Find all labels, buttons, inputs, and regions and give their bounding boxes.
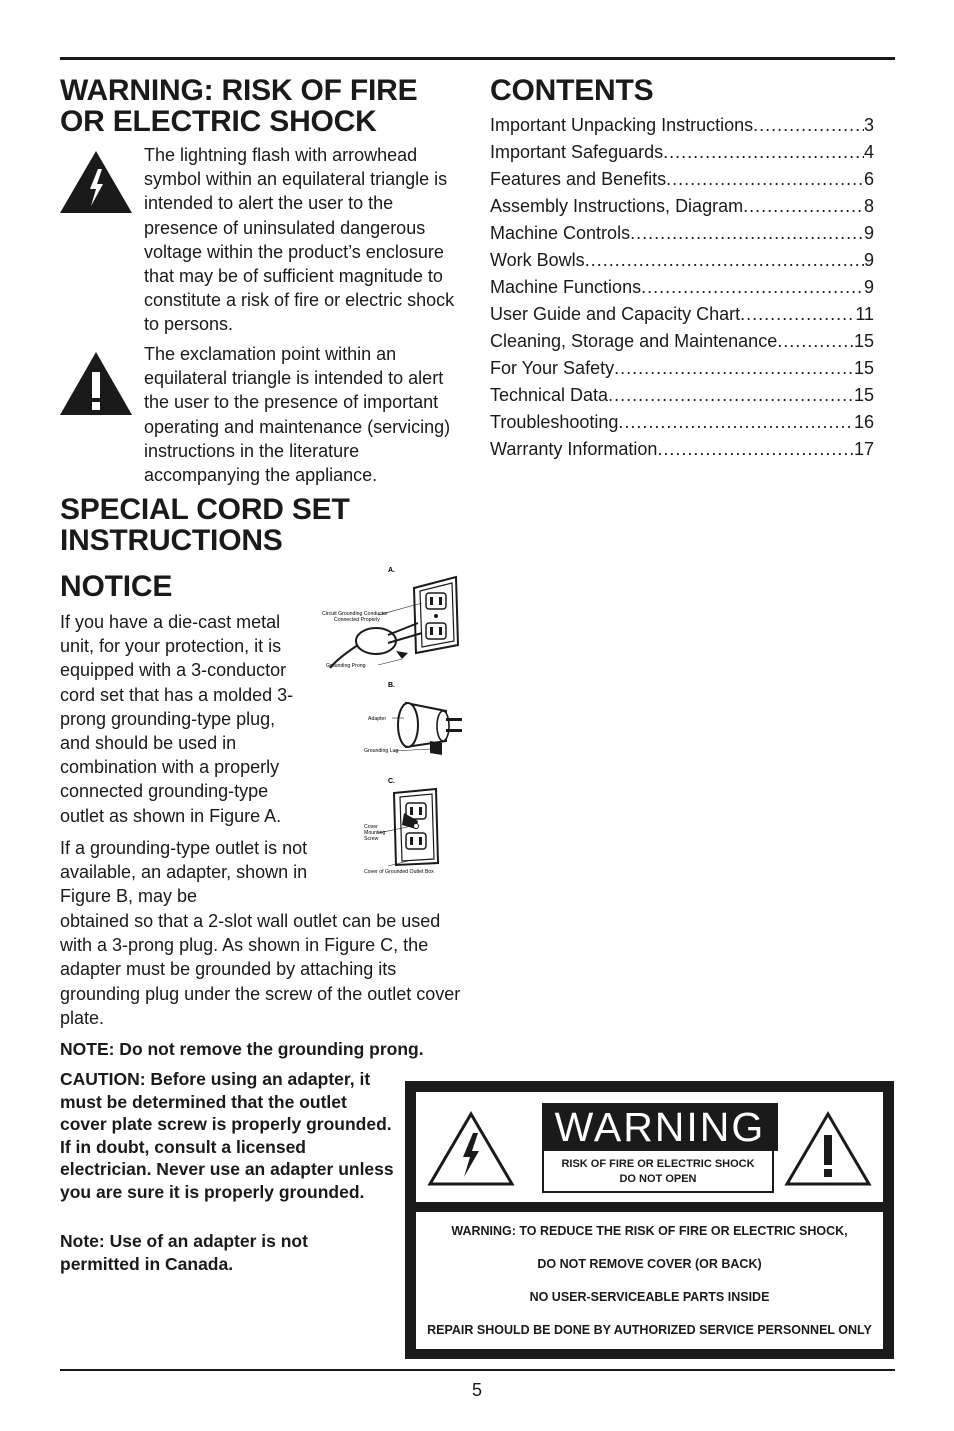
toc-entry-page: 3 (863, 115, 874, 135)
toc-entry-title: Important Safeguards (490, 142, 664, 162)
cord-heading-line1: SPECIAL CORD SET (60, 493, 350, 526)
toc-leader-dots (618, 409, 854, 436)
warning-label-lower (416, 1212, 883, 1349)
contents-heading: CONTENTS (490, 74, 654, 107)
toc-entry-page: 11 (855, 304, 874, 324)
warning-heading-line2: OR ELECTRIC SHOCK (60, 105, 377, 138)
figure-c-label: C. (388, 778, 395, 785)
toc-entry (490, 382, 874, 409)
figure-c-callout-3: Screw (364, 836, 379, 842)
toc-entry-title: Work Bowls (490, 250, 585, 270)
figure-b-label: B. (388, 682, 395, 689)
warning-line-3: NO USER-SERVICEABLE PARTS INSIDE (529, 1290, 770, 1304)
toc-entry-page: 9 (863, 277, 874, 297)
toc-entry (490, 193, 874, 220)
lightning-description: The lightning flash with arrowhead symbol within an equilateral triangle is intended to alert the user to the presence of uninsulated dangerous voltage within the product’s enclosure that may be of sufficient magnitude to constitute a risk of fire or electric shock to persons. (144, 145, 455, 335)
toc-entry-page: 9 (863, 223, 874, 243)
toc-leader-dots (608, 382, 854, 409)
lightning-triangle-icon (427, 1111, 515, 1187)
grounding-note: NOTE: Do not remove the grounding prong. (60, 1039, 424, 1059)
toc-entry-title: Assembly Instructions, Diagram (490, 196, 744, 216)
toc-leader-dots (657, 436, 854, 463)
toc-entry (490, 274, 874, 301)
toc-leader-dots (753, 112, 864, 139)
cord-heading-line2: INSTRUCTIONS (60, 524, 283, 557)
figure-c-callout-2: Mounting (364, 830, 386, 836)
toc-entry-page: 15 (853, 331, 874, 351)
toc-entry-title: Machine Controls (490, 223, 631, 243)
toc-entry-title: Features and Benefits (490, 169, 667, 189)
toc-leader-dots (743, 193, 864, 220)
warning-line-4: REPAIR SHOULD BE DONE BY AUTHORIZED SERVICE PERSONNEL ONLY (427, 1323, 872, 1337)
exclamation-triangle-icon (60, 352, 132, 415)
toc-entry-page: 4 (863, 142, 874, 162)
figure-a-callout-3: Grounding Prong (326, 663, 366, 669)
toc-leader-dots (641, 274, 864, 301)
caution-note: CAUTION: Before using an adapter, it must be determined that the outlet cover plate screw is properly grounded. If in doubt, consult a licensed electrician. Never use an adapter unless you are sure it is properly grounded. (60, 1069, 394, 1202)
toc-entry-title: User Guide and Capacity Chart (490, 304, 741, 324)
page-number: 5 (471, 1380, 482, 1400)
toc-entry (490, 139, 874, 166)
top-rule (60, 57, 895, 60)
toc-entry-title: Cleaning, Storage and Maintenance (490, 331, 778, 351)
warning-subtitle-line1: RISK OF FIRE OR ELECTRIC SHOCK (561, 1158, 755, 1170)
figure-c-callout-4: Cover of Grounded Outlet Box (364, 869, 434, 875)
toc-entry-page: 6 (863, 169, 874, 189)
toc-leader-dots (740, 301, 855, 328)
toc-entry (490, 166, 874, 193)
toc-entry-page: 8 (863, 196, 874, 216)
toc-leader-dots (777, 328, 854, 355)
toc-entry-page: 16 (853, 412, 874, 432)
warning-heading (60, 75, 417, 137)
toc-entry (490, 328, 874, 355)
grounding-figures (318, 563, 466, 878)
toc-entry (490, 247, 874, 274)
figure-a-callout-2: Connected Properly (334, 617, 380, 623)
warning-label-panel (405, 1081, 894, 1359)
warning-line-1: WARNING: TO REDUCE THE RISK OF FIRE OR ELECTRIC SHOCK, (451, 1224, 848, 1238)
warning-label-upper (416, 1092, 883, 1202)
toc-entry-page: 15 (853, 385, 874, 405)
warning-heading-line1: WARNING: RISK OF FIRE (60, 74, 418, 107)
toc-entry (490, 355, 874, 382)
toc-leader-dots (585, 247, 864, 274)
notice-paragraph-2-start: If a grounding-type outlet is not available, an adapter, shown in Figure B, may be (60, 838, 308, 907)
toc-entry-title: Troubleshooting (490, 412, 619, 432)
toc-entry (490, 220, 874, 247)
bottom-rule (60, 1369, 895, 1371)
canada-note: Note: Use of an adapter is not permitted in Canada. (60, 1231, 308, 1274)
toc-leader-dots (666, 166, 864, 193)
toc-entry-title: For Your Safety (490, 358, 615, 378)
toc-entry-title: Important Unpacking Instructions (490, 115, 754, 135)
lightning-triangle-icon (60, 151, 132, 213)
figure-c-callout-1: Cover (364, 824, 378, 830)
notice-paragraph-2-rest: obtained so that a 2-slot wall outlet can be used with a 3-prong plug. As shown in Figure C, the adapter must be grounded by attaching its grounding plug under the screw of the outlet cover plate. (60, 911, 461, 1028)
toc-entry-title: Machine Functions (490, 277, 642, 297)
warning-subtitle-box (542, 1151, 774, 1193)
warning-title: WARNING (542, 1103, 778, 1151)
toc-entry-page: 9 (863, 250, 874, 270)
toc-leader-dots (663, 139, 864, 166)
exclamation-triangle-icon (784, 1111, 872, 1187)
toc-entry-page: 17 (853, 439, 874, 459)
figure-b-callout-1: Adapter (368, 716, 387, 722)
toc-leader-dots (614, 355, 854, 382)
toc-entry (490, 409, 874, 436)
notice-heading: NOTICE (60, 570, 173, 603)
toc-entry (490, 436, 874, 463)
toc-entry (490, 301, 874, 328)
toc-entry-page: 15 (853, 358, 874, 378)
figure-a-callout-1: Circuit Grounding Conductor (322, 611, 388, 617)
exclamation-description: The exclamation point within an equilateral triangle is intended to alert the user to the presence of important operating and maintenance (servicing) instructions in the literature accompanying the appliance. (144, 344, 451, 486)
warning-line-2: DO NOT REMOVE COVER (OR BACK) (537, 1257, 762, 1271)
table-of-contents (490, 112, 874, 463)
figure-a-label: A. (388, 567, 395, 574)
toc-entry-title: Warranty Information (490, 439, 658, 459)
cord-set-heading (60, 494, 350, 556)
notice-paragraph-1: If you have a die-cast metal unit, for your protection, it is equipped with a 3-conductor cord set that has a molded 3-prong grounding-type plug, and should be used in combination with a properly connected grounding-type outlet as shown in Figure A. (60, 612, 294, 826)
toc-entry-title: Technical Data (490, 385, 609, 405)
toc-leader-dots (630, 220, 864, 247)
figure-b-callout-2: Grounding Lug (364, 748, 399, 754)
warning-subtitle-line2: DO NOT OPEN (619, 1173, 697, 1185)
toc-entry (490, 112, 874, 139)
